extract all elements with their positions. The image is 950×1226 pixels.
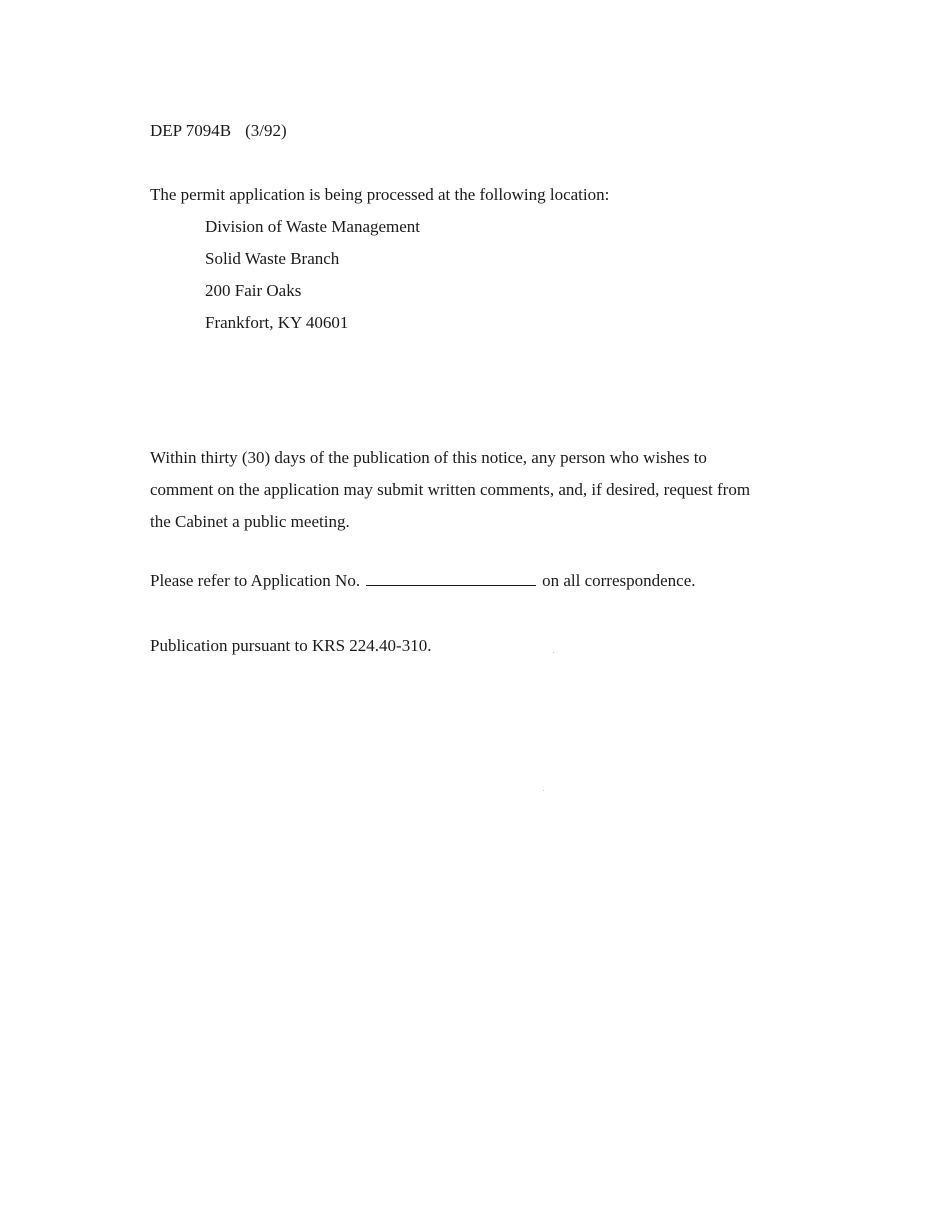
scan-speck [553,652,554,653]
address-line: 200 Fair Oaks [205,281,302,300]
form-revision: (3/92) [245,121,287,140]
paragraph-line: the Cabinet a public meeting. [150,512,350,531]
paragraph-line: Within thirty (30) days of the publication of this notice, any person who wishes to [150,448,707,467]
processing-location-intro: The permit application is being processed at the following location: [150,185,610,204]
comment-paragraph [150,442,830,538]
refer-text-before: Please refer to Application No. [150,571,361,590]
application-reference [150,571,696,591]
address-line: Solid Waste Branch [205,249,340,268]
application-number-blank[interactable] [366,571,536,586]
refer-text-after: on all correspondence. [542,571,696,590]
form-number: DEP 7094B [150,121,232,140]
address-line: Division of Waste Management [205,217,421,236]
paragraph-line: comment on the application may submit written comments, and, if desired, request from [150,480,751,499]
scan-speck [543,790,544,791]
processing-address [205,217,420,345]
publication-statute: Publication pursuant to KRS 224.40-310. [150,636,432,655]
form-identifier [150,121,287,141]
address-line: Frankfort, KY 40601 [205,313,349,332]
